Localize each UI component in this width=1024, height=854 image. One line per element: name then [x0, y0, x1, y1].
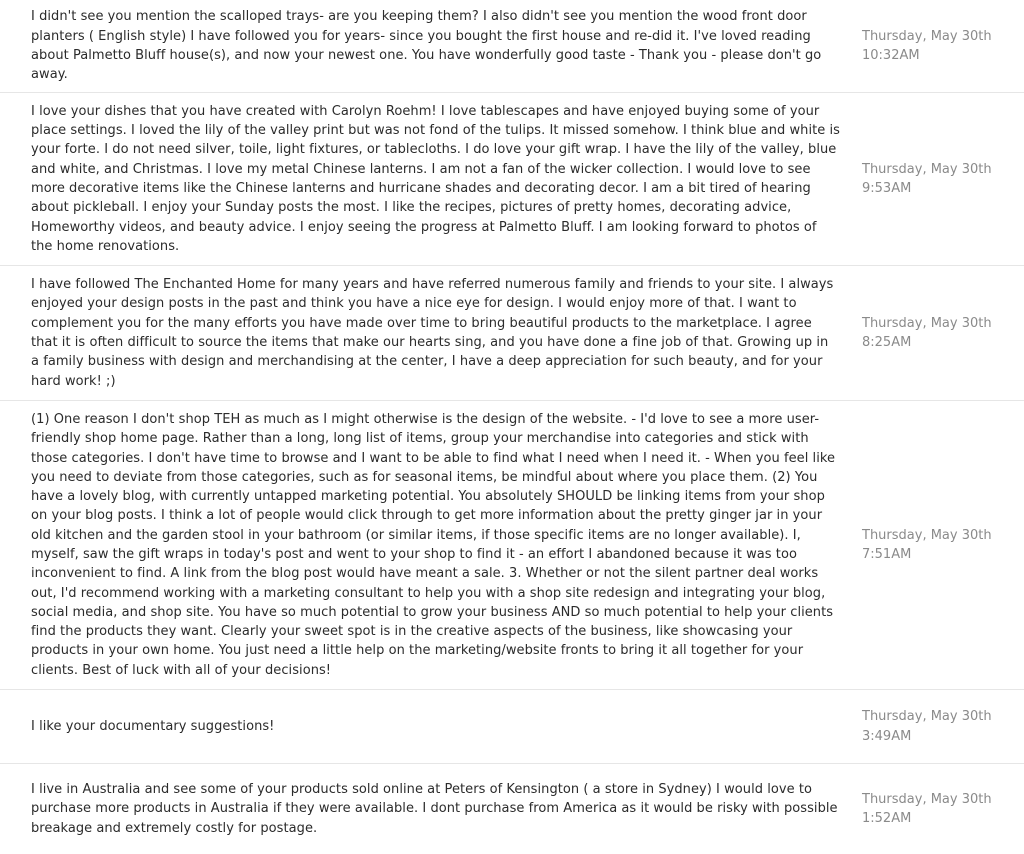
response-text: I like your documentary suggestions! [31, 718, 275, 734]
response-text: (1) One reason I don't shop TEH as much as I might otherwise is the design of the website. - I'd love to see a more user-friendly shop home page. Rather than a long, long list of items, group your merchandise into categories and stick with those categories. I don't have time to browse and I want to be able to find what I need when I need it. - When you feel like you need to deviate from those categories, such as for seasonal items, be mindful about where you place them. (2) You have a lovely blog, with currently untapped marketing potential. You absolutely SHOULD be linking items from your shop on your blog posts. I think a lot of people would click through to get more information about the pretty ginger jar in your old kitchen and the garden stool in your bathroom (or similar items, if those specific items are no longer available). I, myself, saw the gift wraps in today's post and went to your shop to find it - an effort I abandoned because it was too inconvenient to find. A link from the blog post would have meant a sale. 3. Whether or not the silent partner deal works out, I'd recommend working with a marketing consultant to help you with a shop site redesign and integrating your blog, social media, and shop site. You have so much potential to grow your business AND so much potential to help your clients find the products they want. Clearly your sweet spot is in the creative aspects of the business, like showcasing your products in your own home. You just need a little help on the marketing/website fronts to bring it all together for your clients. Best of luck with all of your decisions! [31, 411, 836, 678]
response-date: Thursday, May 30th [862, 315, 992, 331]
response-text: I love your dishes that you have created with Carolyn Roehm! I love tablescapes and have enjoyed buying some of your place settings. I loved the lily of the valley print but was not fond of the tulips. It missed somehow. I think blue and white is your forte. I do not need silver, toile, light fixtures, or tablecloths. I do love your gift wrap. I have the lily of the valley, blue and white, and Christmas. I love my metal Chinese lanterns. I am not a fan of the wicker collection. I would love to see more decorative items like the Chinese lanterns and hurricane shades and decorating decor. I am a bit tired of hearing about pickleball. I enjoy your Sunday posts the most. I like the recipes, pictures of pretty homes, decorating advice, Homeworthy videos, and beauty advice. I enjoy seeing the progress at Palmetto Bluff. I am looking forward to photos of the home renovations. [31, 103, 840, 254]
response-date: Thursday, May 30th [862, 161, 992, 177]
response-timestamp [862, 160, 1024, 199]
response-text: I live in Australia and see some of your products sold online at Peters of Kensington ( a store in Sydney) I would love to purchase more products in Australia if they were available. I dont purchase from America as it would be risky with possible breakage and extremely costly for postage. [31, 782, 838, 836]
response-timestamp [862, 526, 1024, 565]
response-timestamp [862, 707, 1024, 746]
response-row [0, 93, 1024, 266]
response-time: 7:51AM [862, 547, 912, 562]
response-text: I didn't see you mention the scalloped trays- are you keeping them? I also didn't see you mention the wood front door planters ( English style) I have followed you for years- since you bought the first house and re-did it. I've loved reading about Palmetto Bluff house(s), and now your newest one. You have wonderfully good taste - Thank you - please don't go away. [31, 9, 822, 83]
response-row [0, 0, 1024, 93]
response-row [0, 266, 1024, 401]
response-time: 1:52AM [862, 811, 912, 826]
response-time: 3:49AM [862, 728, 912, 744]
response-row [0, 764, 1024, 854]
response-time: 8:25AM [862, 335, 912, 350]
response-row [0, 690, 1024, 764]
response-row [0, 401, 1024, 690]
response-date: Thursday, May 30th [862, 28, 992, 44]
response-date: Thursday, May 30th [862, 527, 992, 543]
response-date: Thursday, May 30th [862, 709, 992, 725]
response-text: I have followed The Enchanted Home for many years and have referred numerous family and friends to your site. I always enjoyed your design posts in the past and think you have a nice eye for design. I would enjoy more of that. I want to complement you for the many efforts you have made over time to bring beautiful products to the marketplace. I agree that it is often difficult to source the items that make our hearts sing, and you have done a fine job of that. Growing up in a family business with design and merchandising at the center, I have a deep appreciation for such beauty, and for your hard work! ;) [31, 277, 834, 389]
response-timestamp [862, 314, 1024, 353]
response-date: Thursday, May 30th [862, 791, 992, 807]
response-time: 9:53AM [862, 181, 912, 196]
response-time: 10:32AM [862, 48, 920, 63]
response-timestamp [862, 790, 1024, 829]
response-timestamp [862, 27, 1024, 66]
